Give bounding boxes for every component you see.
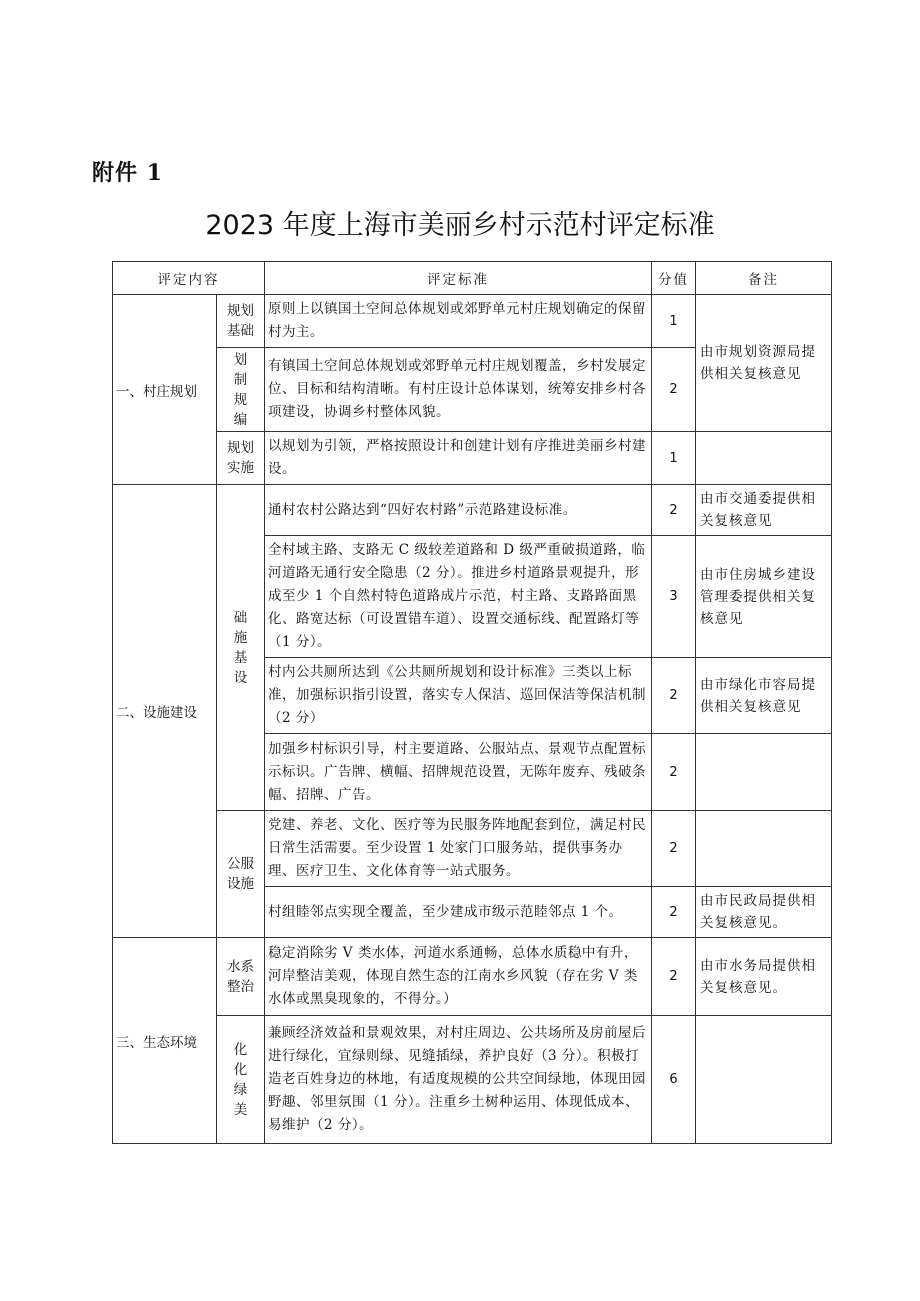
table-row xyxy=(113,432,832,485)
score-cell: 2 xyxy=(652,658,696,734)
note-cell: 由市规划资源局提供相关复核意见 xyxy=(696,295,832,432)
subcategory-cell: 化 化 绿 美 xyxy=(217,1016,265,1144)
table-row xyxy=(113,295,832,348)
standard-cell: 党建、养老、文化、医疗等为民服务阵地配套到位，满足村民日常生活需要。至少设置 1 处家门口服务站，提供事务办理、医疗卫生、文化体育等一站式服务。 xyxy=(265,811,652,887)
table-row xyxy=(113,485,832,536)
table-row xyxy=(113,1016,832,1144)
note-cell: 由市水务局提供相关复核意见。 xyxy=(696,938,832,1016)
standards-table xyxy=(112,261,832,1144)
score-cell: 2 xyxy=(652,348,696,432)
subcategory-cell: 规划 基础 xyxy=(217,295,265,348)
subcategory-cell: 公服 设施 xyxy=(217,811,265,938)
subcategory-cell: 础 施 基 设 xyxy=(217,485,265,811)
standard-cell: 原则上以镇国土空间总体规划或郊野单元村庄规划确定的保留村为主。 xyxy=(265,295,652,348)
header-score: 分值 xyxy=(652,262,696,295)
score-cell: 1 xyxy=(652,295,696,348)
note-cell: 由市交通委提供相关复核意见 xyxy=(696,485,832,536)
subcategory-cell: 水系 整治 xyxy=(217,938,265,1016)
score-cell: 1 xyxy=(652,432,696,485)
header-note: 备注 xyxy=(696,262,832,295)
attachment-label: 附件 1 xyxy=(92,160,163,186)
table-row xyxy=(113,811,832,887)
note-cell xyxy=(696,734,832,811)
score-cell: 2 xyxy=(652,811,696,887)
table-row xyxy=(113,938,832,1016)
standard-cell: 兼顾经济效益和景观效果，对村庄周边、公共场所及房前屋后进行绿化，宜绿则绿、见缝插绿，养护良好（3 分）。积极打造老百姓身边的林地，有适度规模的公共空间绿地，体现田园野趣、邻里氛围（1 分）。注重乡土树种运用、体现低成本、易维护（2 分）。 xyxy=(265,1016,652,1144)
header-content: 评定内容 xyxy=(113,262,265,295)
standard-cell: 稳定消除劣 V 类水体，河道水系通畅，总体水质稳中有升，河岸整洁美观，体现自然生态的江南水乡风貌（存在劣 V 类水体或黑臭现象的，不得分。） xyxy=(265,938,652,1016)
score-cell: 2 xyxy=(652,938,696,1016)
standard-cell: 有镇国土空间总体规划或郊野单元村庄规划覆盖，乡村发展定位、目标和结构清晰。有村庄设计总体谋划，统筹安排乡村各项建设，协调乡村整体风貌。 xyxy=(265,348,652,432)
note-cell xyxy=(696,1016,832,1144)
standard-cell: 村内公共厕所达到《公共厕所规划和设计标准》三类以上标准，加强标识指引设置，落实专人保洁、巡回保洁等保洁机制（2 分） xyxy=(265,658,652,734)
header-standard: 评定标准 xyxy=(265,262,652,295)
score-cell: 6 xyxy=(652,1016,696,1144)
note-cell xyxy=(696,432,832,485)
note-cell: 由市绿化市容局提供相关复核意见 xyxy=(696,658,832,734)
score-cell: 2 xyxy=(652,887,696,938)
note-cell: 由市民政局提供相关复核意见。 xyxy=(696,887,832,938)
table-header-row xyxy=(113,262,832,295)
subcategory-cell: 划 制 规 编 xyxy=(217,348,265,432)
note-cell: 由市住房城乡建设管理委提供相关复核意见 xyxy=(696,536,832,658)
standard-cell: 加强乡村标识引导，村主要道路、公服站点、景观节点配置标示标识。广告牌、横幅、招牌规范设置，无陈年废弃、残破条幅、招牌、广告。 xyxy=(265,734,652,811)
standard-cell: 全村域主路、支路无 C 级较差道路和 D 级严重破损道路，临河道路无通行安全隐患（2 分）。推进乡村道路景观提升，形成至少 1 个自然村特色道路成片示范，村主路、支路路面黑化、路宽达标（可设置错车道）、设置交通标线、配置路灯等（1 分）。 xyxy=(265,536,652,658)
standard-cell: 以规划为引领，严格按照设计和创建计划有序推进美丽乡村建设。 xyxy=(265,432,652,485)
score-cell: 3 xyxy=(652,536,696,658)
note-cell xyxy=(696,811,832,887)
category-cell: 一、村庄规划 xyxy=(113,295,217,485)
page-title: 2023 年度上海市美丽乡村示范村评定标准 xyxy=(205,210,715,241)
score-cell: 2 xyxy=(652,485,696,536)
subcategory-cell: 规划 实施 xyxy=(217,432,265,485)
standard-cell: 通村农村公路达到“四好农村路”示范路建设标准。 xyxy=(265,485,652,536)
category-cell: 二、设施建设 xyxy=(113,485,217,938)
score-cell: 2 xyxy=(652,734,696,811)
category-cell: 三、生态环境 xyxy=(113,938,217,1144)
standard-cell: 村组睦邻点实现全覆盖，至少建成市级示范睦邻点 1 个。 xyxy=(265,887,652,938)
